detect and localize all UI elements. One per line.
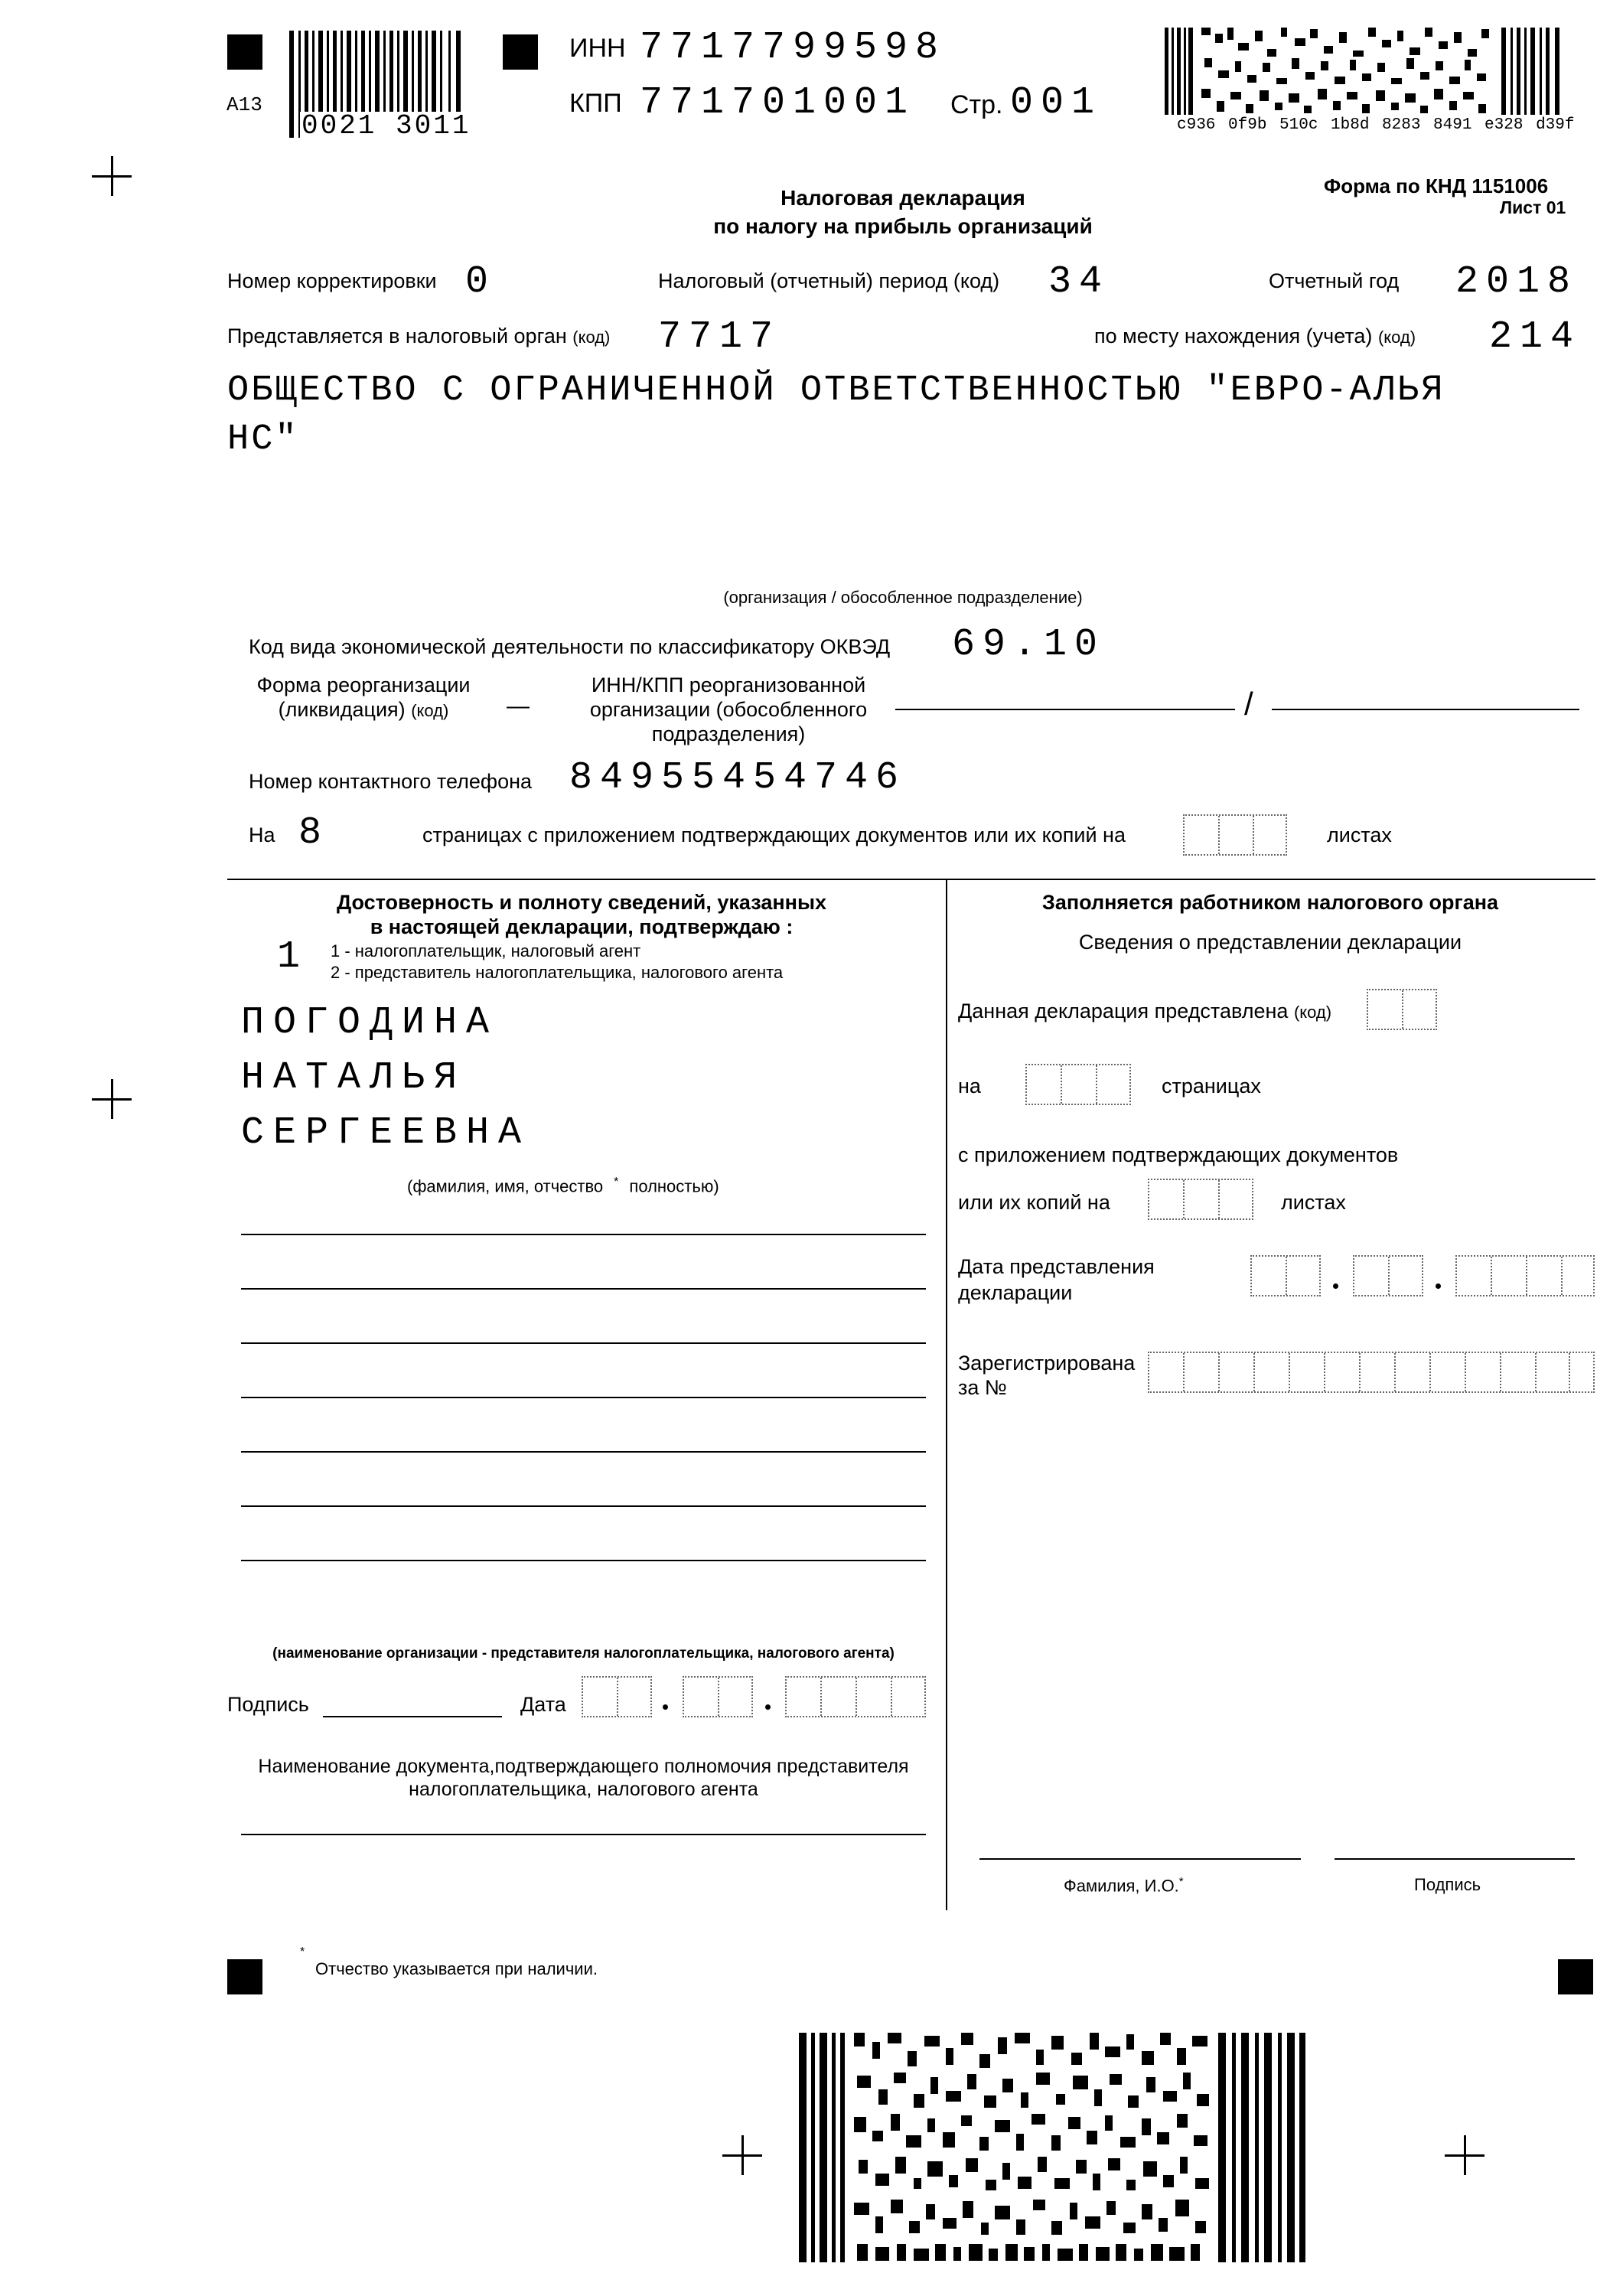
copies-label: или их копий на: [958, 1191, 1110, 1214]
officer-fio-label: Фамилия, И.О.*: [1064, 1875, 1184, 1896]
code-hint: (код): [411, 701, 449, 720]
registered-label-1: Зарегистрирована: [958, 1352, 1136, 1375]
period-value: 34: [1048, 260, 1110, 304]
barcode-number: 0021 3011: [301, 110, 471, 142]
code-hint: (код): [1377, 328, 1416, 347]
submission-month-box[interactable]: [1353, 1255, 1423, 1296]
officer-signature-label: Подпись: [1414, 1875, 1481, 1894]
okved-value: 69.10: [952, 623, 1106, 667]
form-knd: Форма по КНД 1151006: [1324, 174, 1549, 197]
footnote-text: Отчество указывается при наличии.: [315, 1959, 598, 1978]
attach-label: с приложением подтверждающих документов: [958, 1143, 1399, 1166]
rep-org-line[interactable]: [241, 1397, 926, 1398]
office-subheading: Сведения о представлении декларации: [1078, 931, 1462, 954]
date-day-box[interactable]: [582, 1676, 652, 1717]
page-value: 001: [1010, 81, 1103, 125]
signature-label: Подпись: [227, 1693, 309, 1716]
sheets-box[interactable]: [1183, 814, 1287, 856]
column-divider: [946, 879, 947, 1910]
presented-code-box[interactable]: [1367, 989, 1437, 1030]
signer-surname: ПОГОДИНА: [241, 1001, 499, 1045]
registration-cross: [722, 2135, 762, 2175]
presented-label: Данная декларация представлена: [958, 1000, 1289, 1022]
reorg-inn-line: [895, 709, 1235, 710]
year-value: 2018: [1455, 260, 1579, 304]
date-separator-dot: [663, 1704, 668, 1710]
title-line-1: Налоговая декларация: [781, 186, 1025, 210]
kpp-label: КПП: [569, 89, 622, 118]
authority-label: Представляется в налоговый орган (код): [227, 325, 611, 347]
date-separator-dot: [765, 1704, 771, 1710]
pdf417-barcode: [1165, 28, 1563, 115]
corner-marker: [227, 1959, 262, 1994]
correction-value: 0: [465, 260, 497, 304]
reorg-label-2: (ликвидация): [278, 698, 406, 721]
copies-sheets-label: листах: [1281, 1191, 1346, 1214]
title-line-2: по налогу на прибыль организаций: [713, 214, 1093, 238]
date-year-box[interactable]: [785, 1676, 926, 1717]
pages-value: 8: [298, 811, 330, 855]
on-label: на: [958, 1075, 981, 1097]
submission-day-box[interactable]: [1250, 1255, 1321, 1296]
code-hint: (код): [1293, 1003, 1332, 1022]
sheet-number: Лист 01: [1500, 197, 1566, 217]
reorg-separator: /: [1244, 686, 1253, 722]
pages-label-post: страницах с приложением подтверждающих документов или их копий на: [422, 823, 1126, 846]
rep-org-line[interactable]: [241, 1505, 926, 1507]
officer-signature-line[interactable]: [1335, 1858, 1575, 1860]
submission-year-box[interactable]: [1455, 1255, 1595, 1296]
footnote-star: *: [1178, 1875, 1184, 1888]
signer-patronymic: СЕРГЕЕВНА: [241, 1111, 531, 1155]
pages-box[interactable]: [1025, 1064, 1131, 1105]
rep-org-caption: (наименование организации - представителя налогоплательщика, налогового агента): [272, 1645, 895, 1662]
reorg-kpp-line: [1272, 709, 1579, 710]
reorg-inn-label-1: ИНН/КПП реорганизованной: [591, 673, 866, 696]
phone-label: Номер контактного телефона: [249, 770, 533, 793]
rep-org-line[interactable]: [241, 1288, 926, 1290]
signer-option-1: 1 - налогоплательщик, налоговый агент: [331, 941, 641, 960]
date-separator-dot: [1436, 1283, 1441, 1289]
code-hint: (код): [572, 328, 611, 347]
phone-value: 84955454746: [569, 756, 907, 800]
signature-line[interactable]: [323, 1716, 502, 1717]
confirm-heading-2: в настоящей декларации, подтверждаю :: [370, 915, 794, 938]
registered-label-2: за №: [958, 1376, 1007, 1399]
authority-value: 7717: [658, 315, 781, 359]
org-name-line-2: НС": [227, 419, 299, 460]
doc-line[interactable]: [241, 1834, 926, 1835]
confirm-heading-1: Достоверность и полноту сведений, указанных: [336, 891, 827, 914]
copies-box[interactable]: [1148, 1179, 1253, 1220]
bottom-2d-barcode: [799, 2033, 1307, 2262]
sheets-label: листах: [1327, 823, 1392, 846]
pages-label-pre: На: [249, 823, 275, 846]
registration-cross: [92, 156, 132, 196]
correction-label: Номер корректировки: [227, 269, 437, 292]
rep-org-line[interactable]: [241, 1234, 926, 1235]
doc-caption-2: налогоплательщика, налогового агента: [409, 1779, 758, 1800]
submission-date-label-2: декларации: [958, 1281, 1073, 1304]
corner-marker: [1558, 1959, 1593, 1994]
reorg-inn-label-2: организации (обособленного: [589, 698, 868, 721]
signer-code: 1: [277, 935, 308, 979]
footnote-star: *: [300, 1945, 305, 1958]
org-name-line-1: ОБЩЕСТВО С ОГРАНИЧЕННОЙ ОТВЕТСТВЕННОСТЬЮ "ЕВРО-АЛЬЯ: [227, 370, 1445, 411]
office-heading: Заполняется работником налогового органа: [1041, 891, 1499, 914]
submission-date-label-1: Дата представления: [958, 1255, 1155, 1278]
registration-cross: [92, 1079, 132, 1119]
registration-cross: [1445, 2135, 1484, 2175]
date-month-box[interactable]: [683, 1676, 753, 1717]
period-label: Налоговый (отчетный) период (код): [658, 269, 1000, 292]
year-label: Отчетный год: [1269, 269, 1400, 292]
reorg-inn-label-3: подразделения): [651, 722, 806, 745]
kpp-value: 771701001: [640, 81, 916, 125]
fio-caption: (фамилия, имя, отчество * полностью): [407, 1176, 719, 1196]
officer-fio-line[interactable]: [979, 1858, 1301, 1860]
location-value: 214: [1489, 315, 1582, 359]
location-label: по месту нахождения (учета) (код): [1094, 325, 1416, 347]
pages-label: страницах: [1162, 1075, 1261, 1097]
date-label: Дата: [520, 1693, 566, 1716]
inn-value: 7717799598: [640, 26, 947, 70]
org-caption: (организация / обособленное подразделение): [723, 588, 1083, 607]
doc-caption-1: Наименование документа,подтверждающего полномочия представителя: [258, 1756, 909, 1777]
corner-marker: [227, 34, 262, 70]
rep-org-line[interactable]: [241, 1451, 926, 1453]
hash-text: c936 0f9b 510c 1b8d 8283 8491 e328 d39f: [1177, 116, 1575, 134]
okved-label: Код вида экономической деятельности по классификатору ОКВЭД: [249, 635, 891, 658]
reorg-label-1: Форма реорганизации: [256, 673, 471, 696]
page-label: Стр.: [950, 90, 1003, 119]
rep-org-line[interactable]: [241, 1342, 926, 1344]
signer-name: НАТАЛЬЯ: [241, 1056, 467, 1100]
footnote-star: *: [614, 1176, 619, 1189]
registration-number-box[interactable]: [1148, 1352, 1595, 1393]
inn-label: ИНН: [569, 34, 626, 63]
form-code: A13: [227, 93, 262, 116]
signer-option-2: 2 - представитель налогоплательщика, налогового агента: [331, 963, 784, 982]
section-divider: [227, 879, 1595, 880]
reorg-value: —: [507, 693, 530, 719]
corner-marker: [503, 34, 538, 70]
rep-org-line[interactable]: [241, 1560, 926, 1561]
date-separator-dot: [1333, 1283, 1338, 1289]
